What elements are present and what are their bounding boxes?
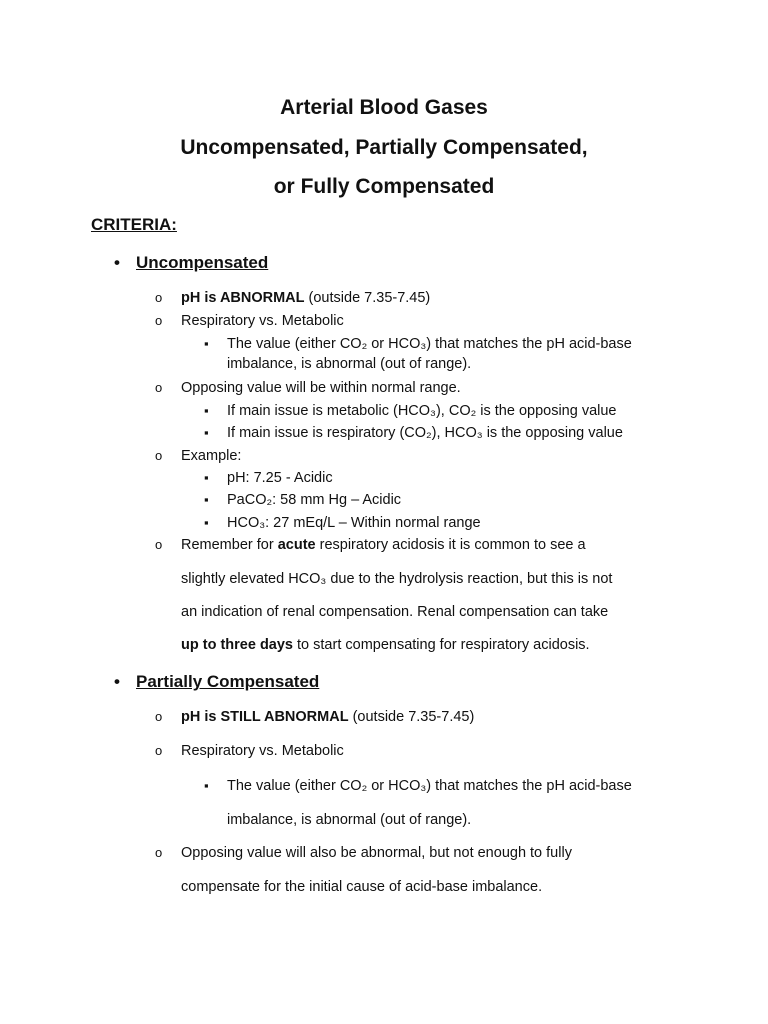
uncomp-value-line1: The value (either CO₂ or HCO₃) that matches the pH acid-base: [227, 336, 632, 352]
uncomp-example-ph-text: pH: 7.25 - Acidic: [227, 470, 333, 486]
partial-resp-vs-met: [155, 743, 344, 759]
uncomp-example-paco2: [204, 492, 401, 508]
partial-opposing-line1: Opposing value will also be abnormal, but not enough to fully: [181, 845, 572, 861]
uncomp-if-metabolic-text: If main issue is metabolic (HCO₃), CO₂ is the opposing value: [227, 403, 617, 419]
title-line-3: or Fully Compensated: [273, 175, 495, 198]
uncomp-example-hco3: [204, 515, 481, 531]
square-bullet: [204, 470, 227, 486]
uncomp-example-hco3-text: HCO₃: 27 mEq/L – Within normal range: [227, 515, 481, 531]
square-bullet: [204, 425, 227, 441]
uncomp-if-metabolic: [204, 403, 617, 419]
uncomp-remember-line4-rest: to start compensating for respiratory acidosis.: [293, 637, 590, 653]
uncomp-remember-line4-bold: up to three days: [181, 637, 293, 653]
uncomp-opposing-item: [155, 380, 461, 396]
bullet-glyph: •: [114, 253, 120, 272]
square-bullet: [204, 403, 227, 419]
section-label: Uncompensated: [136, 253, 269, 272]
partial-ph-rest: (outside 7.35-7.45): [348, 709, 475, 725]
square-bullet: [204, 492, 227, 508]
uncomp-ph-rest: (outside 7.35-7.45): [304, 290, 431, 306]
uncomp-ph-bold: pH is ABNORMAL: [181, 290, 305, 306]
uncomp-example-paco2-text: PaCO₂: 58 mm Hg – Acidic: [227, 492, 402, 508]
partial-value-line1: The value (either CO₂ or HCO₃) that matches the pH acid-base: [227, 778, 632, 794]
uncomp-resp-vs-met: [155, 313, 344, 329]
circle-bullet: o: [155, 537, 163, 552]
criteria-heading: CRITERIA:: [91, 215, 177, 234]
uncomp-remember-line4: [181, 637, 590, 653]
circle-bullet: o: [155, 313, 163, 328]
circle-bullet: o: [155, 448, 163, 463]
uncomp-remember-line2: slightly elevated HCO₃ due to the hydrolysis reaction, but this is not: [181, 571, 613, 587]
section-partial-heading: [114, 672, 319, 692]
partial-opposing-line2: compensate for the initial cause of acid-base imbalance.: [181, 879, 543, 895]
uncomp-remember-item: [155, 537, 586, 553]
circle-bullet: o: [155, 845, 163, 860]
circle-bullet: o: [155, 290, 163, 305]
circle-bullet: o: [155, 709, 163, 724]
uncomp-value-line2: imbalance, is abnormal (out of range).: [227, 356, 472, 372]
uncomp-remember-line3: an indication of renal compensation. Renal compensation can take: [181, 604, 609, 620]
uncomp-ph-item: [155, 290, 430, 306]
uncomp-example-label: Example:: [181, 448, 242, 464]
uncomp-remember-pre: Remember for: [181, 537, 278, 553]
circle-bullet: o: [155, 743, 163, 758]
uncomp-if-respiratory: [204, 425, 623, 441]
section-label: Partially Compensated: [136, 672, 320, 691]
partial-value-item: [204, 778, 632, 794]
uncomp-value-item: [204, 336, 632, 352]
uncomp-remember-post: respiratory acidosis it is common to see a: [315, 537, 586, 553]
square-bullet: [204, 336, 227, 352]
square-bullet: [204, 778, 227, 794]
title-line-2: Uncompensated, Partially Compensated,: [180, 136, 588, 159]
uncomp-if-respiratory-text: If main issue is respiratory (CO₂), HCO₃ is the opposing value: [227, 425, 623, 441]
partial-ph-bold: pH is STILL ABNORMAL: [181, 709, 349, 725]
partial-resp-vs-met-text: Respiratory vs. Metabolic: [181, 743, 344, 759]
uncomp-example-item: [155, 448, 241, 464]
section-uncompensated-heading: [114, 253, 268, 273]
partial-ph-item: [155, 709, 474, 725]
partial-value-line2: imbalance, is abnormal (out of range).: [227, 812, 472, 828]
title-line-1: Arterial Blood Gases: [280, 96, 488, 119]
uncomp-opposing-text: Opposing value will be within normal range.: [181, 380, 461, 396]
uncomp-resp-vs-met-text: Respiratory vs. Metabolic: [181, 313, 344, 329]
uncomp-example-ph: [204, 470, 333, 486]
circle-bullet: o: [155, 380, 163, 395]
square-bullet: [204, 515, 227, 531]
partial-opposing-item: [155, 845, 572, 861]
bullet-glyph: •: [114, 672, 120, 691]
uncomp-remember-bold: acute: [277, 537, 316, 553]
